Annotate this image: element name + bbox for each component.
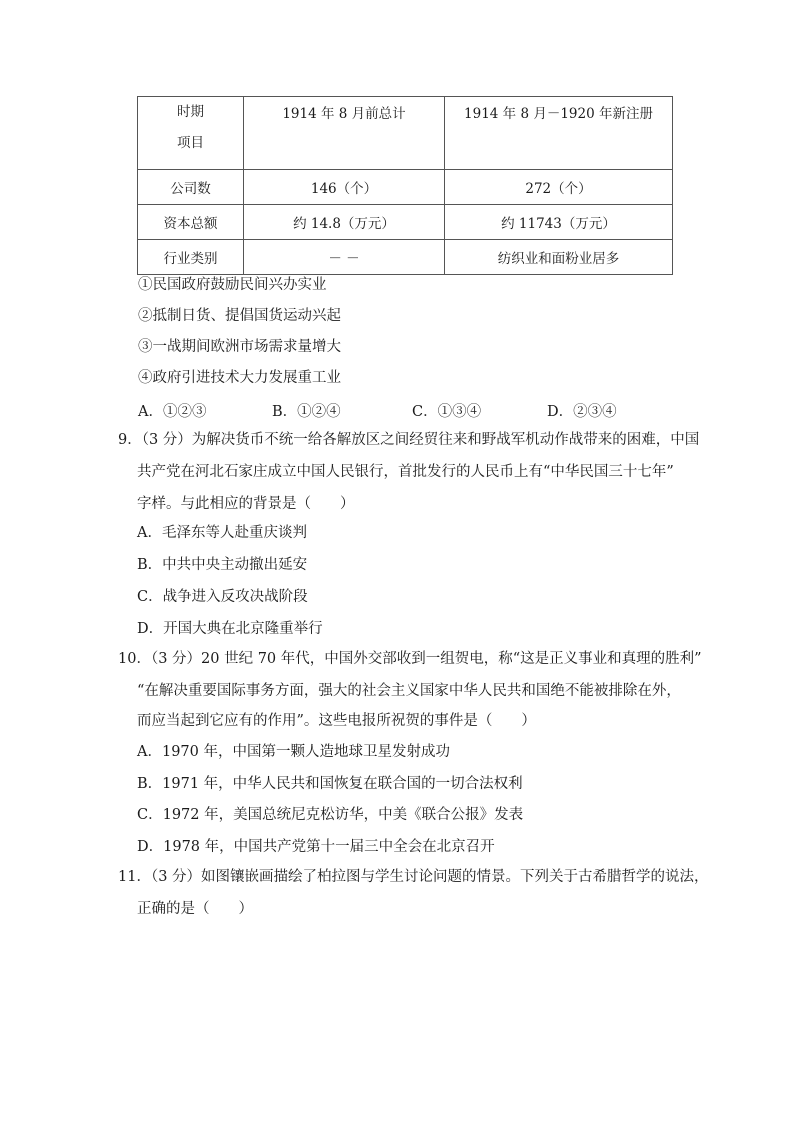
header-period-label: 时期 bbox=[177, 104, 204, 120]
q8-statement: ②抵制日货、提倡国货运动兴起 bbox=[138, 308, 341, 324]
table-row bbox=[138, 240, 673, 275]
row-value-after: 272（个） bbox=[445, 170, 673, 205]
q8-statement-list bbox=[138, 272, 341, 396]
q11-stem-line: 11．（3 分）如图镶嵌画描绘了柏拉图与学生讨论问题的情景。下列关于古希腊哲学的说法， bbox=[118, 869, 709, 885]
q10-stem-line: “在解决重要国际事务方面，强大的社会主义国家中华人民共和国绝不能被排除在外， bbox=[137, 683, 681, 699]
q8-choice-d[interactable]: D．②③④ bbox=[547, 404, 617, 420]
q9-stem-line: 共产党在河北石家庄成立中国人民银行，首批发行的人民币上有“中华民国三十七年” bbox=[137, 464, 674, 480]
q10-choice-c[interactable]: C．1972 年，美国总统尼克松访华，中美《联合公报》发表 bbox=[137, 807, 524, 823]
q10-choice-b[interactable]: B．1971 年，中华人民共和国恢复在联合国的一切合法权利 bbox=[137, 776, 523, 792]
row-value-before: 146（个） bbox=[244, 170, 445, 205]
q9-choice-c[interactable]: C．战争进入反攻决战阶段 bbox=[137, 589, 308, 605]
q9-choice-d[interactable]: D．开国大典在北京隆重举行 bbox=[137, 621, 323, 637]
header-period-item-cell bbox=[138, 97, 244, 170]
row-value-before: 约 14.8（万元） bbox=[244, 205, 445, 240]
company-statistics-table bbox=[137, 96, 673, 275]
q10-stem-line: 而应当起到它应有的作用”。这些电报所祝贺的事件是（ ） bbox=[137, 713, 536, 729]
q11-stem-line: 正确的是（ ） bbox=[137, 901, 253, 917]
q8-choice-a[interactable]: A．①②③ bbox=[138, 404, 207, 420]
table-header-row bbox=[138, 97, 673, 170]
row-label: 行业类别 bbox=[138, 240, 244, 275]
row-label: 资本总额 bbox=[138, 205, 244, 240]
q8-choice-c[interactable]: C．①③④ bbox=[412, 404, 482, 420]
q10-stem-line: 10．（3 分）20 世纪 70 年代，中国外交部收到一组贺电，称“这是正义事业和真理的胜利” bbox=[118, 651, 702, 667]
q8-statement: ①民国政府鼓励民间兴办实业 bbox=[138, 277, 327, 293]
q10-choice-a[interactable]: A．1970 年，中国第一颗人造地球卫星发射成功 bbox=[137, 744, 450, 760]
row-value-before: － － bbox=[244, 240, 445, 275]
row-value-after: 约 11743（万元） bbox=[445, 205, 673, 240]
header-1914-1920: 1914 年 8 月－1920 年新注册 bbox=[445, 97, 673, 170]
q9-choice-b[interactable]: B．中共中央主动撤出延安 bbox=[137, 557, 308, 573]
row-label: 公司数 bbox=[138, 170, 244, 205]
header-before-1914: 1914 年 8 月前总计 bbox=[244, 97, 445, 170]
q8-statement: ③一战期间欧洲市场需求量增大 bbox=[138, 339, 341, 355]
q8-statement: ④政府引进技术大力发展重工业 bbox=[138, 370, 341, 386]
table-row bbox=[138, 170, 673, 205]
q9-stem-line: 9．（3 分）为解决货币不统一给各解放区之间经贸往来和野战军机动作战带来的困难，中国 bbox=[118, 432, 700, 448]
row-value-after: 纺织业和面粉业居多 bbox=[445, 240, 673, 275]
header-item-label: 项目 bbox=[177, 135, 204, 151]
q9-stem-line: 字样。与此相应的背景是（ ） bbox=[137, 496, 355, 512]
table-row bbox=[138, 205, 673, 240]
q8-choice-b[interactable]: B．①②④ bbox=[272, 404, 341, 420]
q9-choice-a[interactable]: A．毛泽东等人赴重庆谈判 bbox=[137, 525, 307, 541]
q10-choice-d[interactable]: D．1978 年，中国共产党第十一届三中全会在北京召开 bbox=[137, 839, 495, 855]
